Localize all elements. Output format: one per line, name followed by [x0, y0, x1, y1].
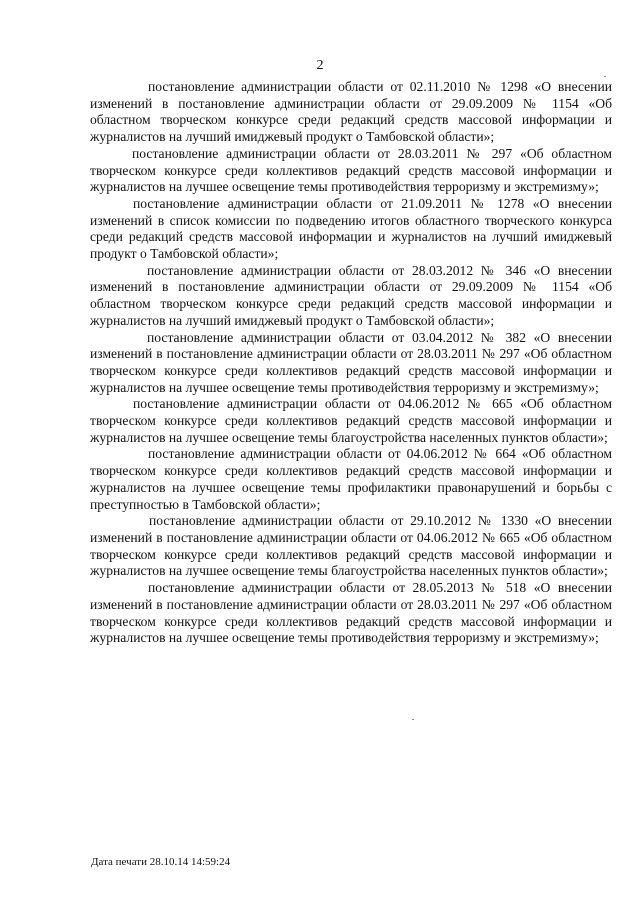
page-number: 2: [316, 58, 324, 73]
paragraph: постановление администрации области от 21.09.2011 № 1278 «О внесении изменений в список комиссии по подведению итогов областного творческого конкурса среди редакций средств массовой информации и журналистов на лучший имиджевый продукт о Тамбовской области»;: [90, 195, 612, 262]
paragraph: постановление администрации области от 29.10.2012 № 1330 «О внесении изменений в постановление администрации области от 04.06.2012 № 665 «Об областном творческом конкурсе среди коллективов редакций средств массовой информации и журналистов на лучшее освещение темы благоустройства населенных пунктов области»;: [90, 513, 612, 579]
paragraph: постановление администрации области от 02.11.2010 № 1298 «О внесении изменений в постановление администрации области от 29.09.2009 № 1154 «Об областном творческом конкурсе среди редакций средств массовой информации и журналистов на лучший имиджевый продукт о Тамбовской области»;: [90, 79, 612, 145]
paragraph: постановление администрации области от 28.03.2012 № 346 «О внесении изменений в постановление администрации области от 29.09.2009 № 1154 «Об областном творческом конкурсе среди редакций средств массовой информации и журналистов на лучший имиджевый продукт о Тамбовской области»;: [90, 262, 612, 328]
paragraph: постановление администрации области от 03.04.2012 № 382 «О внесении изменений в постановление администрации области от 28.03.2011 № 297 «Об областном творческом конкурсе среди коллективов редакций средств массовой информации и журналистов на лучшее освещение темы противодействия терроризму и экстремизму»;: [90, 329, 612, 395]
scan-speck: [604, 76, 606, 77]
paragraph: постановление администрации области от 28.05.2013 № 518 «О внесении изменений в постановление администрации области от 28.03.2011 № 297 «Об областном творческом конкурсе среди коллективов редакций средств массовой информации и журналистов на лучшее освещение темы противодействия терроризму и экстремизму»;: [90, 580, 612, 646]
paragraph: постановление администрации области от 04.06.2012 № 664 «Об областном творческом конкурсе среди коллективов редакций средств массовой информации и журналистов на лучшее освещение темы профилактики правонарушений и борьбы с преступностью в Тамбовской области»;: [90, 446, 612, 512]
paragraph: постановление администрации области от 04.06.2012 № 665 «Об областном творческом конкурсе среди коллективов редакций средств массовой информации и журналистов на лучшее освещение темы благоустройства населенных пунктов области»;: [90, 396, 612, 445]
scan-speck: [412, 719, 414, 720]
document-body: [90, 79, 612, 647]
paragraph: постановление администрации области от 28.03.2011 № 297 «Об областном творческом конкурсе среди коллективов редакций средств массовой информации и журналистов на лучшее освещение темы противодействия терроризму и экстремизму»;: [90, 145, 612, 195]
print-date: Дата печати 28.10.14 14:59:24: [91, 856, 231, 868]
